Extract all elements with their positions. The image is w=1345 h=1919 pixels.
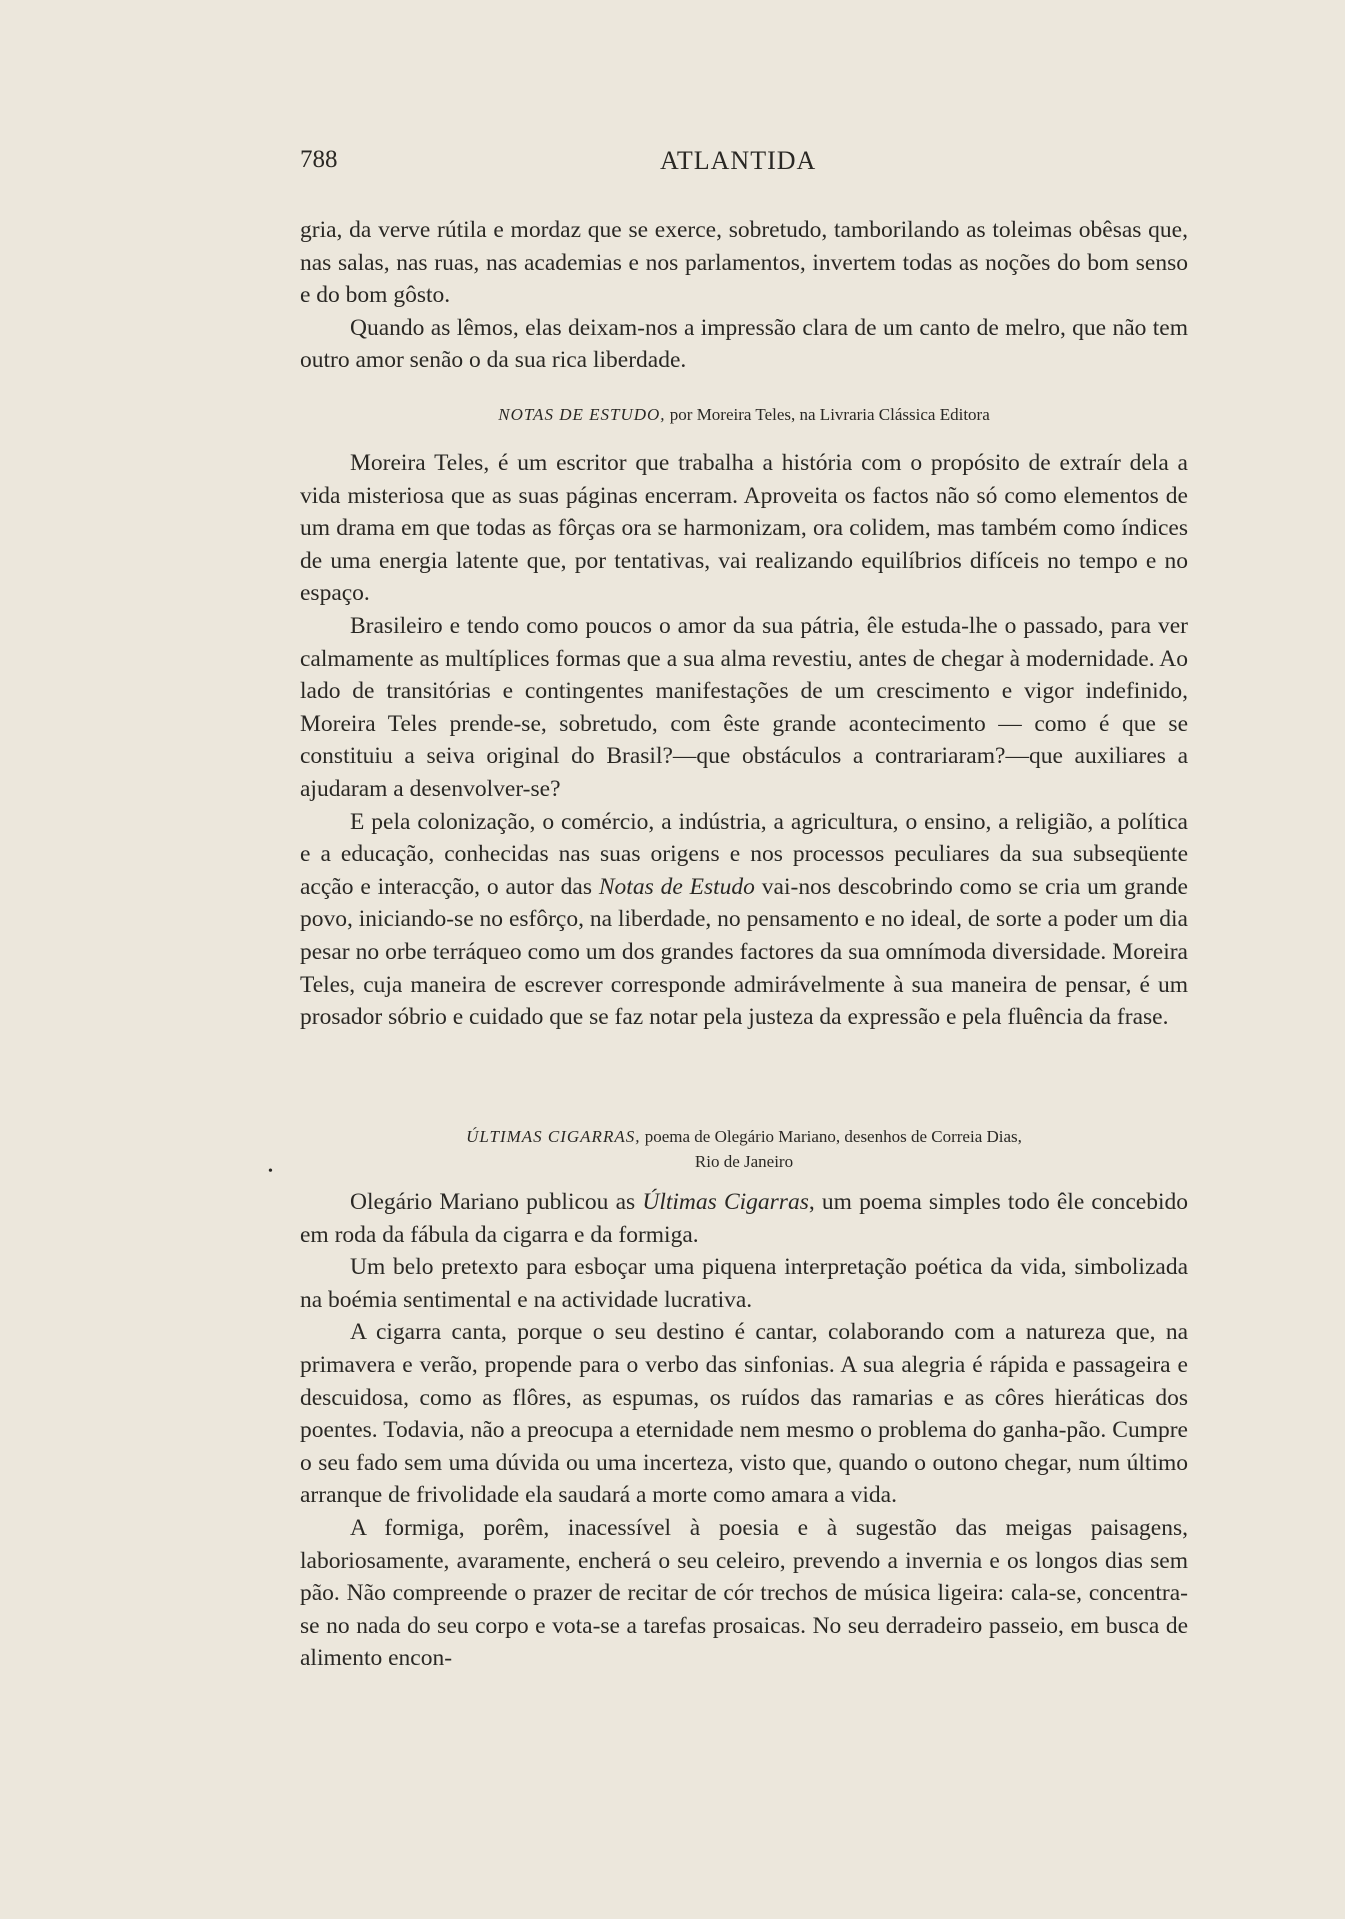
review-title: NOTAS DE ESTUDO,	[498, 405, 666, 424]
review-byline: por Moreira Teles, na Livraria Clássica Editora	[665, 405, 990, 424]
review-body	[300, 447, 1188, 1034]
paragraph: A cigarra canta, porque o seu destino é cantar, colaborando com a natureza que, na primavera e verão, propende para o verbo das sinfonias. A sua alegria é rápida e passageira e descuidosa, como as flôres, as espumas, os ruídos das ramarias e as côres hieráticas dos poentes. Todavia, não a preocupa a eternidade nem mesmo o problema do ganha-pão. Cumpre o seu fado sem uma dúvida ou uma incerteza, visto que, quando o outono chegar, num último arranque de frivolidade ela saudará a morte como amara a vida.	[300, 1319, 1188, 1509]
text-run: E pela colonização, o comércio, a indústria, a agricultura, o ensino, a religião, a política e a educação, conhecidas nas suas origens e nos processos peculiares da sua subseqüente acção e interacção, o autor das	[300, 808, 1188, 900]
paragraph: gria, da verve rútila e mordaz que se exerce, sobretudo, tamborilando as toleimas obêsas que, nas salas, nas ruas, nas academias e nos parlamentos, invertem todas as noções do bom senso e do bom gôsto.	[300, 217, 1188, 309]
review-place: Rio de Janeiro	[694, 1152, 794, 1171]
page-number: 788	[300, 146, 338, 173]
page-header	[300, 146, 1190, 186]
running-title: ATLANTIDA	[660, 146, 817, 175]
review-heading	[300, 1124, 1188, 1174]
text-run: vai-nos descobrindo como se cria um grande povo, iniciando-se no esfôrço, na liberdade, no pensamento e no ideal, de sorte a poder um dia pesar no orbe terráqueo como um dos grandes factores da sua omnímoda diversidade. Moreira Teles, cuja maneira de escrever corresponde admirávelmente à sua maneira de pensar, é um prosador sóbrio e cuidado que se faz notar pela justeza da expressão e pela fluência da frase.	[300, 873, 1188, 1031]
paragraph: Quando as lêmos, elas deixam-nos a impressão clara de um canto de melro, que não tem outro amor senão o da sua rica liberdade.	[300, 314, 1188, 374]
text-run: Olegário Mariano publicou as	[350, 1189, 643, 1215]
review-body	[300, 1186, 1188, 1675]
margin-mark: •	[268, 1164, 273, 1179]
paragraph: A formiga, porêm, inacessível à poesia e à sugestão das meigas paisagens, laboriosamente, avaramente, encherá o seu celeiro, prevendo a invernia e os longos dias sem pão. Não compreende o prazer de recitar de cór trechos de música ligeira: cala-se, concentra-se no nada do seu corpo e vota-se a tarefas prosaicas. No seu derradeiro passeio, em busca de alimento encon-	[300, 1514, 1188, 1672]
paragraph: Um belo pretexto para esboçar uma piquena interpretação poética da vida, simbolizada na boémia sentimental e na actividade lucrativa.	[300, 1254, 1188, 1313]
review-heading	[300, 402, 1188, 427]
paragraph	[300, 806, 1188, 1034]
paragraph: Moreira Teles, é um escritor que trabalha a história com o propósito de extraír dela a vida misteriosa que as suas páginas encerram. Aproveita os factos não só como elementos de um drama em que todas as fôrças ora se harmonizam, ora colidem, mas também como índices de uma energia latente que, por tentativas, vai realizando equilíbrios difíceis no tempo e no espaço.	[300, 450, 1188, 607]
book-title-italic: Notas de Estudo	[598, 873, 755, 900]
paragraph	[300, 1186, 1188, 1251]
text-run: , um poema simples todo êle concebido em roda da fábula da cigarra e da formiga.	[300, 1189, 1189, 1248]
intro-text	[300, 214, 1188, 377]
review-byline: poema de Olegário Mariano, desenhos de Correia Dias,	[640, 1127, 1022, 1146]
paragraph: Brasileiro e tendo como poucos o amor da sua pátria, êle estuda-lhe o passado, para ver calmamente as multíplices formas que a sua alma revestiu, antes de chegar à modernidade. Ao lado de transitórias e contingentes manifestações de um crescimento e vigor indefinido, Moreira Teles prende-se, sobretudo, com êste grande acontecimento — como é que se constituiu a seiva original do Brasil?—que obstáculos a contrariaram?—que auxiliares a ajudaram a desenvolver-se?	[300, 612, 1188, 802]
book-title-italic: Últimas Cigarras	[642, 1189, 809, 1215]
review-title: ÚLTIMAS CIGARRAS,	[466, 1127, 641, 1146]
